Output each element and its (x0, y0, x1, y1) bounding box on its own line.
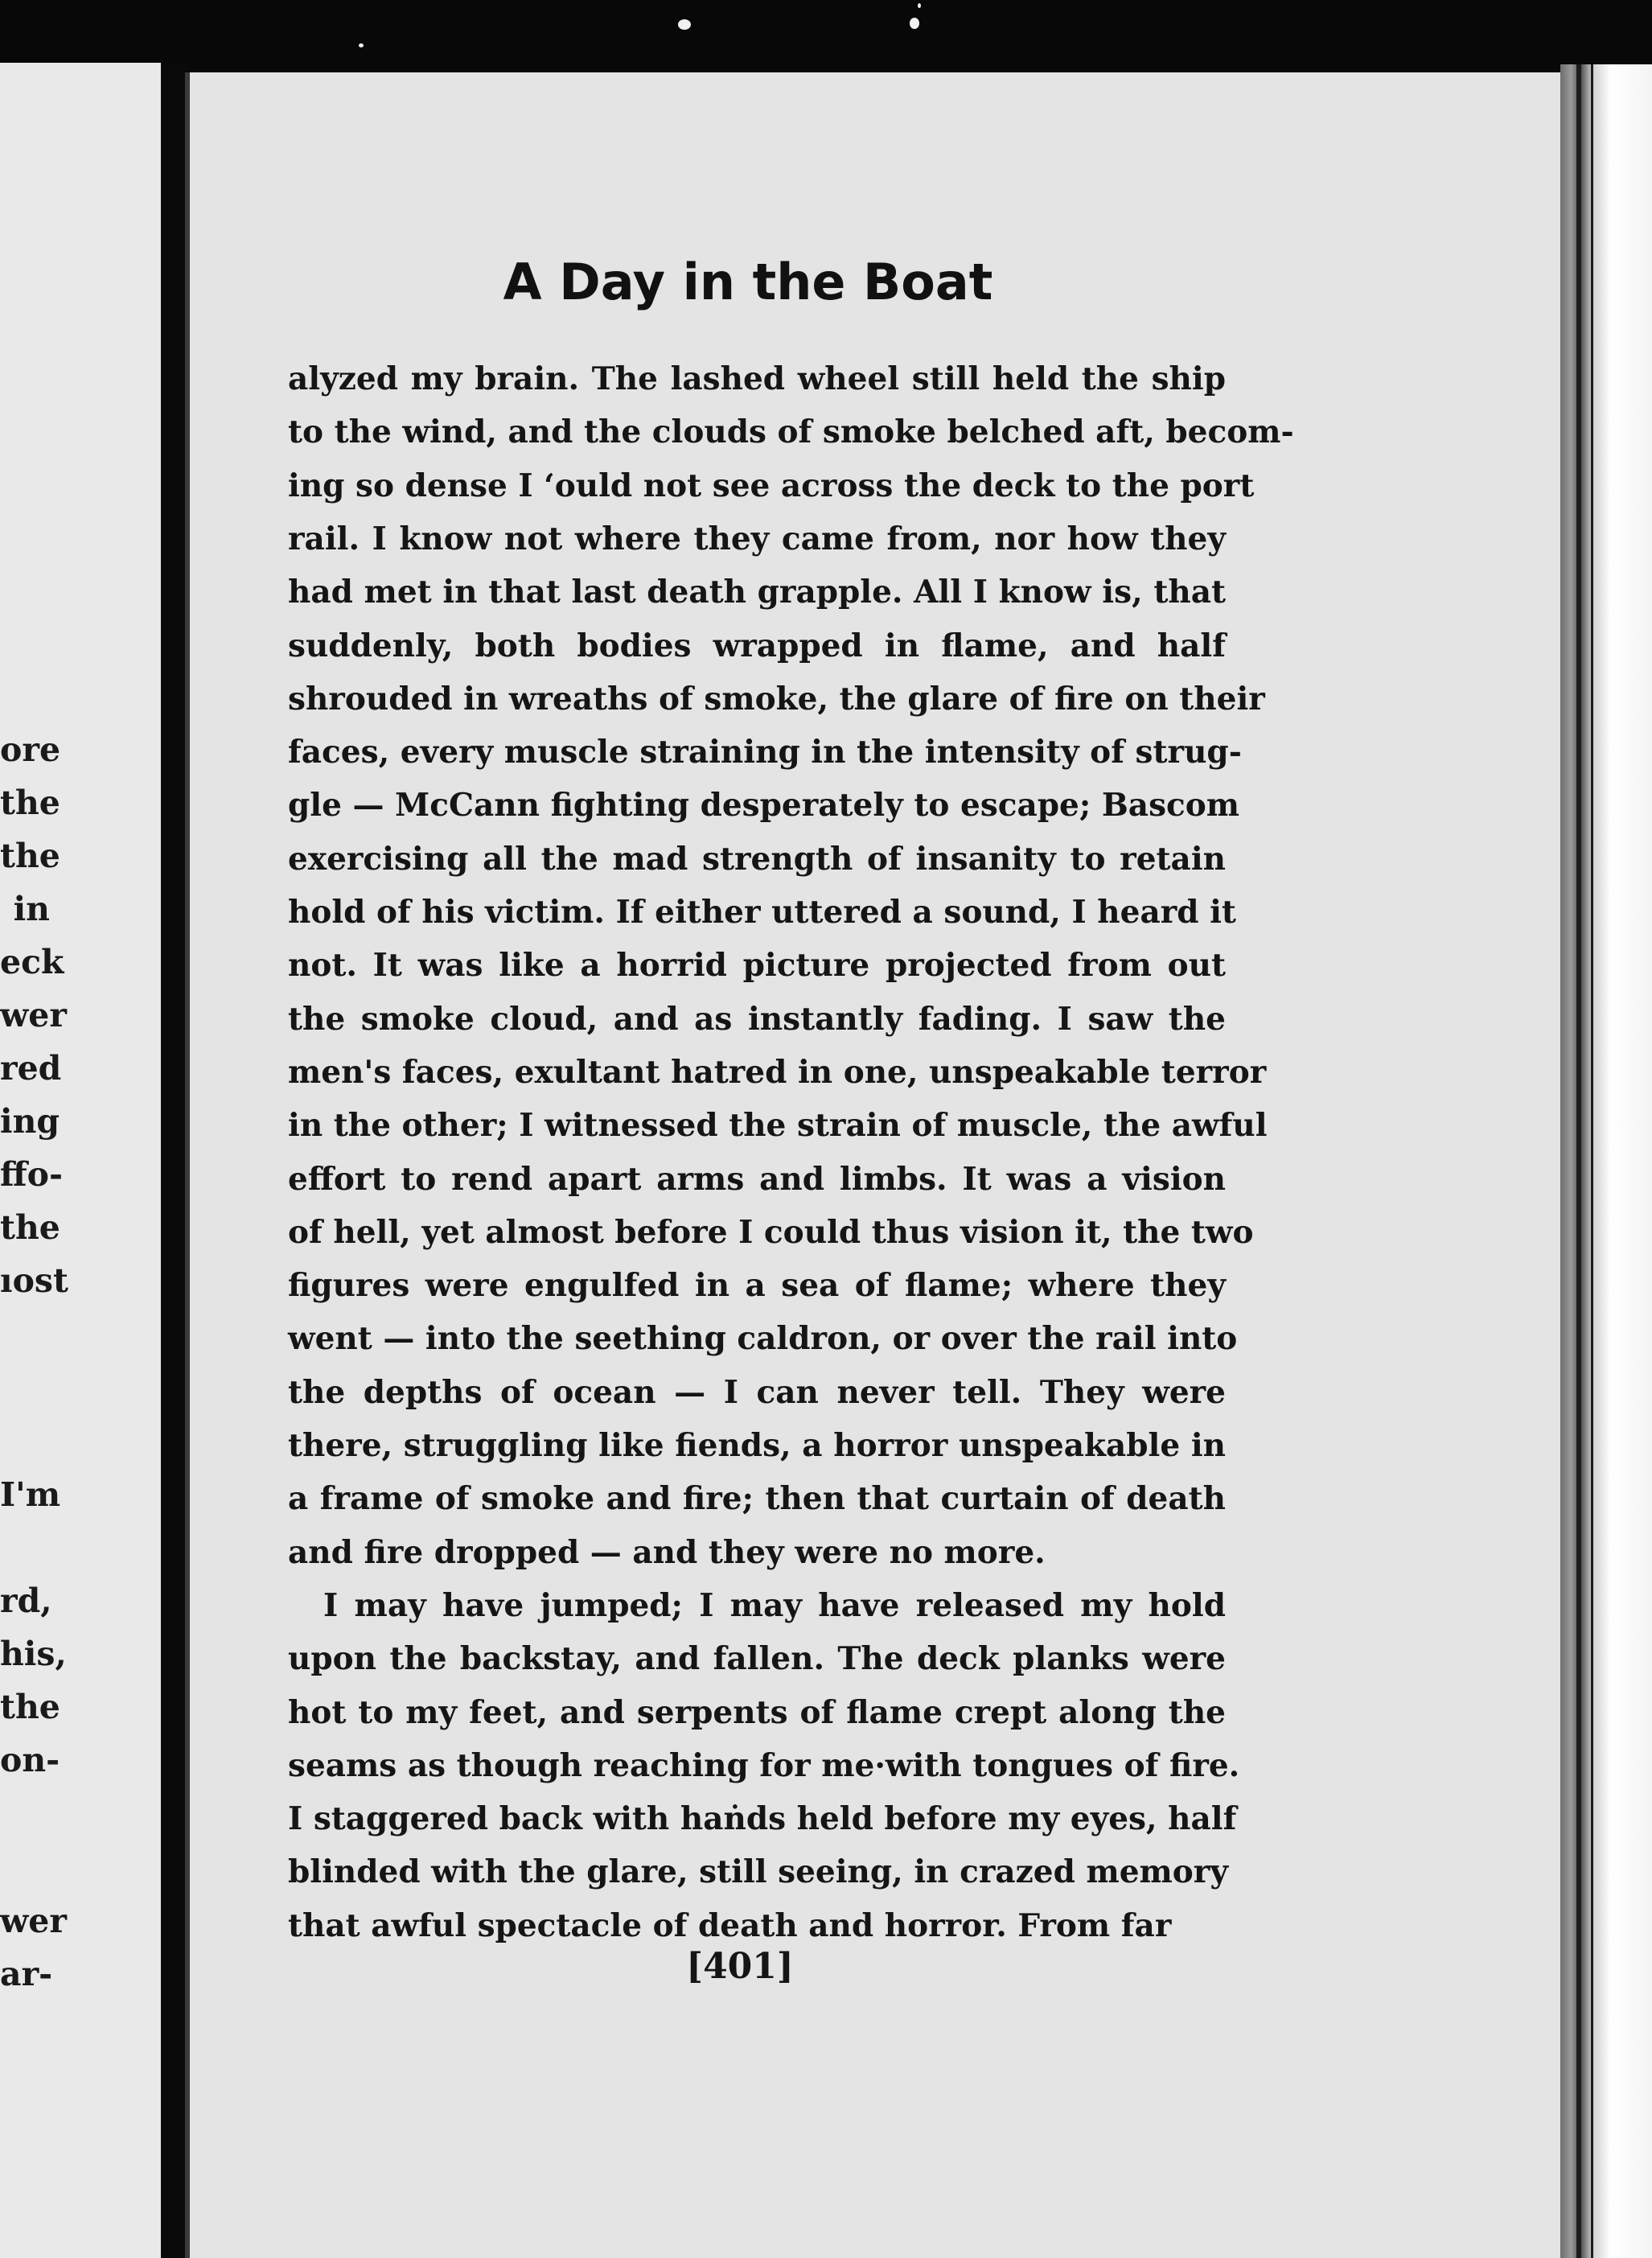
text-line: effort to rend apart arms and limbs. It was a vision (288, 1161, 1226, 1198)
page-edge-line (1591, 64, 1593, 2258)
scan-speck (918, 3, 921, 8)
facing-page-word: red (0, 1049, 62, 1088)
text-line: in the other; I witnessed the strain of muscle, the awful (288, 1107, 1268, 1144)
facing-page-word: ıost (0, 1261, 68, 1300)
facing-page-word: wer (0, 1902, 67, 1940)
facing-page-word: his, (0, 1635, 67, 1673)
facing-page-word: ffo- (0, 1155, 64, 1194)
text-line: a frame of smoke and fire; then that curtain of death (288, 1480, 1226, 1517)
facing-page-word: the (0, 1208, 60, 1247)
text-line: ing so dense I ʻould not see across the deck to the port (288, 467, 1255, 504)
text-line: not. It was like a horrid picture projected from out (288, 947, 1226, 984)
text-line: seams as though reaching for me·with tongues of fire. (288, 1747, 1240, 1784)
book-gutter (161, 63, 185, 2258)
facing-page-word: the (0, 1688, 60, 1726)
facing-page-word: ar- (0, 1955, 53, 1993)
facing-page-word: ing (0, 1102, 60, 1141)
scan-speck (910, 18, 919, 29)
text-line: hot to my feet, and serpents of flame crept along the (288, 1694, 1226, 1731)
text-line: gle — McCann fighting desperately to escape; Bascom (288, 787, 1240, 824)
text-line: suddenly, both bodies wrapped in flame, and half (288, 627, 1226, 664)
scan-speck (678, 19, 691, 30)
page-edge-line (1576, 64, 1581, 2258)
text-line: shrouded in wreaths of smoke, the glare of fire on their (288, 681, 1265, 718)
facing-page-word: ore (0, 730, 61, 769)
facing-page-word: wer (0, 996, 67, 1034)
running-header: A Day in the Boat (503, 253, 993, 311)
scan-top-band (0, 0, 1652, 76)
text-line: I may have jumped; I may have released my hold (323, 1587, 1226, 1624)
text-line: figures were engulfed in a sea of flame; where they (288, 1267, 1226, 1304)
text-line: blinded with the glare, still seeing, in crazed memory (288, 1853, 1229, 1890)
text-line: the depths of ocean — I can never tell. They were (288, 1374, 1226, 1411)
text-line: of hell, yet almost before I could thus vision it, the two (288, 1214, 1254, 1251)
text-line: there, struggling like fiends, a horror unspeakable in (288, 1427, 1226, 1464)
text-line: went — into the seething caldron, or over the rail into (288, 1320, 1238, 1357)
text-line: the smoke cloud, and as instantly fading. I saw the (288, 1001, 1226, 1038)
facing-page-word: eck (0, 943, 64, 981)
text-line: exercising all the mad strength of insanity to retain (288, 841, 1226, 878)
facing-page-fragment (0, 63, 161, 2258)
text-line: faces, every muscle straining in the intensity of strug- (288, 734, 1242, 771)
text-line: hold of his victim. If either uttered a sound, I heard it (288, 894, 1236, 931)
text-line: rail. I know not where they came from, nor how they (288, 520, 1226, 557)
text-line: alyzed my brain. The lashed wheel still held the ship (288, 360, 1226, 397)
text-line: and fire dropped — and they were no more. (288, 1534, 1046, 1571)
facing-page-word: rd, (0, 1581, 52, 1620)
facing-page-word: I'm (0, 1475, 61, 1514)
facing-page-word: in (13, 890, 50, 928)
text-line: that awful spectacle of death and horror. From far (288, 1907, 1172, 1944)
scan-speck (359, 43, 364, 47)
page-number: [401] (686, 1946, 794, 1987)
facing-page-word: on- (0, 1741, 60, 1779)
text-line: upon the backstay, and fallen. The deck planks were (288, 1640, 1226, 1677)
text-line: I staggered back with haṅds held before my eyes, half (288, 1800, 1237, 1837)
text-line: men's faces, exultant hatred in one, unspeakable terror (288, 1054, 1267, 1091)
text-line: had met in that last death grapple. All I know is, that (288, 574, 1226, 611)
facing-page-word: the (0, 837, 60, 875)
page-edge-shadow (1560, 64, 1652, 2258)
text-line: to the wind, and the clouds of smoke belched aft, becom- (288, 413, 1294, 450)
facing-page-word: the (0, 784, 60, 822)
